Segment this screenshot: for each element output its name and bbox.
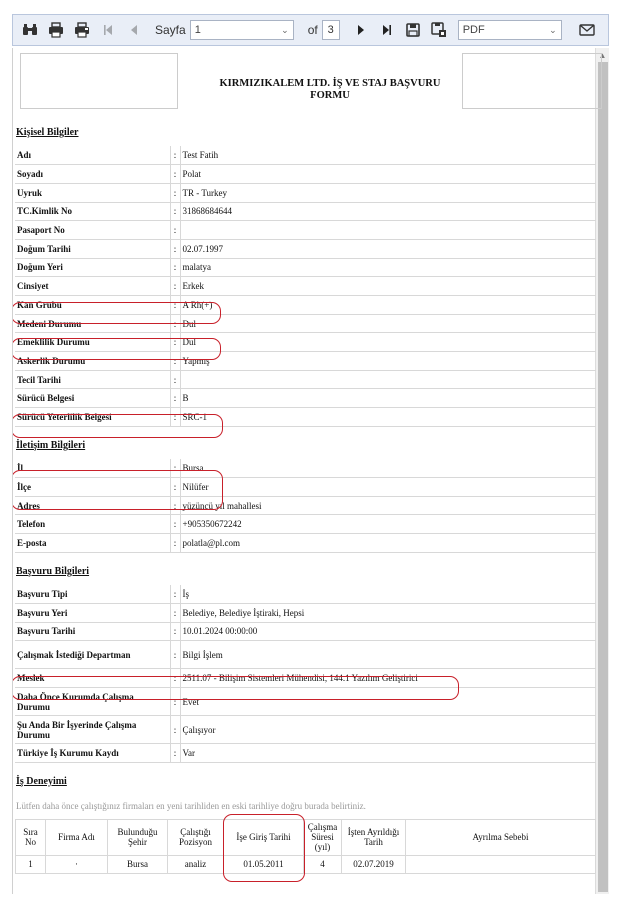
scroll-thumb[interactable]: [598, 62, 608, 892]
colon-separator: :: [170, 314, 180, 333]
personal-field-label: Uyruk: [15, 183, 170, 202]
logo-placeholder-left: [20, 53, 178, 109]
experience-table: [15, 819, 596, 874]
application-field-label: Daha Önce Kurumda Çalışma Durumu: [15, 688, 170, 716]
contact-field-value: Nilüfer: [180, 478, 596, 497]
personal-field-value: Test Fatih: [180, 146, 596, 165]
contact-field-label: İl: [15, 459, 170, 478]
application-field-label: Türkiye İş Kurumu Kaydı: [15, 744, 170, 763]
personal-field-label: Sürücü Yeterlilik Belgesi: [15, 408, 170, 427]
experience-column-header: Çalışma Süresi (yıl): [304, 819, 342, 855]
highlight-city-district: [12, 470, 223, 510]
experience-cell-start: 01.05.2011: [224, 855, 304, 873]
personal-field-value: Dul: [180, 314, 596, 333]
highlight-start-date: [223, 814, 305, 882]
colon-separator: :: [170, 478, 180, 497]
personal-info-table: [15, 146, 596, 427]
personal-field-row: [15, 221, 596, 240]
colon-separator: :: [170, 389, 180, 408]
experience-cell-city: Bursa: [108, 855, 168, 873]
page-number-select[interactable]: [190, 20, 294, 40]
section-personal-heading: Kişisel Bilgiler: [16, 127, 79, 138]
personal-field-label: Askerlik Durumu: [15, 352, 170, 371]
colon-separator: :: [170, 603, 180, 622]
personal-field-value: TR - Turkey: [180, 183, 596, 202]
personal-field-label: Adı: [15, 146, 170, 165]
personal-field-row: [15, 239, 596, 258]
application-field-value: Çalışıyor: [180, 716, 596, 744]
colon-separator: :: [170, 221, 180, 240]
personal-field-label: Doğum Tarihi: [15, 239, 170, 258]
experience-column-header: İşten Ayrıldığı Tarih: [342, 819, 406, 855]
application-field-row: [15, 622, 596, 641]
experience-cell-end: 02.07.2019: [342, 855, 406, 873]
application-field-value: İş: [180, 585, 596, 604]
colon-separator: :: [170, 239, 180, 258]
personal-field-value: [180, 370, 596, 389]
personal-field-value: A Rh(+): [180, 296, 596, 315]
application-field-label: Başvuru Yeri: [15, 603, 170, 622]
personal-field-value: Erkek: [180, 277, 596, 296]
contact-field-value: +905350672242: [180, 515, 596, 534]
personal-field-row: [15, 202, 596, 221]
report-toolbar: [12, 14, 609, 46]
personal-field-label: Emeklilik Durumu: [15, 333, 170, 352]
experience-column-header: Firma Adı: [46, 819, 108, 855]
personal-field-value: [180, 221, 596, 240]
contact-field-value: yüzüncü yıl mahallesi: [180, 496, 596, 515]
chevron-down-icon: ⌄: [281, 24, 289, 35]
experience-cell-duration: 4: [304, 855, 342, 873]
colon-separator: :: [170, 744, 180, 763]
personal-field-value: SRC-1: [180, 408, 596, 427]
application-field-row: [15, 585, 596, 604]
colon-separator: :: [170, 669, 180, 688]
personal-field-row: [15, 165, 596, 184]
personal-field-value: B: [180, 389, 596, 408]
highlight-blood-group: [12, 302, 221, 324]
experience-row: [16, 855, 596, 873]
total-pages: 3: [322, 20, 340, 40]
colon-separator: :: [170, 496, 180, 515]
colon-separator: :: [170, 459, 180, 478]
colon-separator: :: [170, 202, 180, 221]
personal-field-row: [15, 389, 596, 408]
contact-field-label: E-posta: [15, 534, 170, 553]
personal-field-row: [15, 183, 596, 202]
experience-column-header: Bulunduğu Şehir: [108, 819, 168, 855]
experience-note: Lütfen daha önce çalıştığınız firmaları en yeni tarihliden en eski tarihliye doğru burada belirtiniz.: [16, 800, 366, 811]
colon-separator: :: [170, 146, 180, 165]
application-field-label: Meslek: [15, 669, 170, 688]
personal-field-label: Kan Grubu: [15, 296, 170, 315]
colon-separator: :: [170, 352, 180, 371]
personal-field-value: Dul: [180, 333, 596, 352]
application-field-value: 10.01.2024 00:00:00: [180, 622, 596, 641]
personal-field-value: 02.07.1997: [180, 239, 596, 258]
colon-separator: :: [170, 534, 180, 553]
personal-field-value: 31868684644: [180, 202, 596, 221]
personal-field-label: Pasaport No: [15, 221, 170, 240]
vertical-scrollbar[interactable]: [595, 48, 609, 894]
first-page-icon[interactable]: [97, 19, 119, 41]
application-field-label: Şu Anda Bir İşyerinde Çalışma Durumu: [15, 716, 170, 744]
colon-separator: :: [170, 370, 180, 389]
application-field-label: Başvuru Tipi: [15, 585, 170, 604]
contact-field-value: Bursa: [180, 459, 596, 478]
experience-cell-reason: [406, 855, 596, 873]
page-number-value: 1: [194, 24, 201, 36]
personal-field-value: malatya: [180, 258, 596, 277]
print-icon[interactable]: [45, 19, 67, 41]
highlight-profession: [12, 676, 459, 700]
personal-field-row: [15, 258, 596, 277]
last-page-icon[interactable]: [376, 19, 398, 41]
contact-field-row: [15, 515, 596, 534]
application-field-value: Belediye, Belediye İştiraki, Hepsi: [180, 603, 596, 622]
personal-field-label: Sürücü Belgesi: [15, 389, 170, 408]
application-info-table: [15, 585, 596, 763]
section-experience-heading: İş Deneyimi: [16, 775, 67, 787]
personal-field-row: [15, 370, 596, 389]
contact-field-label: Adres: [15, 496, 170, 515]
colon-separator: :: [170, 622, 180, 641]
report-viewport: [12, 48, 609, 894]
colon-separator: :: [170, 165, 180, 184]
photo-placeholder-right: [462, 53, 602, 109]
application-field-value: Evet: [180, 688, 596, 716]
colon-separator: :: [170, 277, 180, 296]
contact-field-label: İlçe: [15, 478, 170, 497]
application-field-row: [15, 603, 596, 622]
colon-separator: :: [170, 641, 180, 669]
page-label: Sayfa: [155, 23, 186, 37]
colon-separator: :: [170, 408, 180, 427]
personal-field-label: Soyadı: [15, 165, 170, 184]
export-icon[interactable]: [428, 19, 450, 41]
colon-separator: :: [170, 688, 180, 716]
application-field-label: Başvuru Tarihi: [15, 622, 170, 641]
application-field-value: Var: [180, 744, 596, 763]
section-contact-heading: İletişim Bilgileri: [16, 439, 86, 451]
personal-field-row: [15, 277, 596, 296]
experience-column-header: Sıra No: [16, 819, 46, 855]
experience-cell-firm: ·: [46, 855, 108, 873]
personal-field-row: [15, 146, 596, 165]
application-field-row: [15, 744, 596, 763]
contact-field-label: Telefon: [15, 515, 170, 534]
scroll-up-arrow-icon[interactable]: ▲: [598, 50, 607, 60]
form-title: KIRMIZIKALEM LTD. İŞ VE STAJ BAŞVURU FORMU: [219, 78, 441, 101]
experience-column-header: Ayrılma Sebebi: [406, 819, 596, 855]
experience-cell-no: 1: [16, 855, 46, 873]
personal-field-label: TC.Kimlik No: [15, 202, 170, 221]
highlight-driver-qualification: [12, 414, 223, 438]
application-field-label: Çalışmak İstediği Departman: [15, 641, 170, 669]
highlight-retirement-status: [12, 338, 221, 360]
contact-field-row: [15, 534, 596, 553]
personal-field-value: Polat: [180, 165, 596, 184]
print-page-icon[interactable]: [71, 19, 93, 41]
application-field-value: 2511.07 - Bilişim Sistemleri Mühendisi, 144.1 Yazılım Geliştirici: [180, 669, 596, 688]
previous-page-icon[interactable]: [123, 19, 145, 41]
find-binoculars-icon[interactable]: [19, 19, 41, 41]
colon-separator: :: [170, 716, 180, 744]
experience-column-header: Çalıştığı Pozisyon: [168, 819, 224, 855]
email-icon[interactable]: [576, 19, 598, 41]
personal-field-label: Cinsiyet: [15, 277, 170, 296]
next-page-icon[interactable]: [350, 19, 372, 41]
colon-separator: :: [170, 515, 180, 534]
export-format-select[interactable]: [458, 20, 562, 40]
colon-separator: :: [170, 333, 180, 352]
colon-separator: :: [170, 258, 180, 277]
colon-separator: :: [170, 296, 180, 315]
form-header: [15, 48, 596, 120]
personal-field-label: Doğum Yeri: [15, 258, 170, 277]
application-field-value: Bilgi İşlem: [180, 641, 596, 669]
personal-field-label: Medeni Durumu: [15, 314, 170, 333]
personal-field-value: Yapmış: [180, 352, 596, 371]
report-document: [15, 48, 596, 874]
export-format-value: PDF: [462, 24, 485, 36]
save-icon[interactable]: [402, 19, 424, 41]
application-field-row: [15, 641, 596, 669]
colon-separator: :: [170, 585, 180, 604]
application-field-row: [15, 716, 596, 744]
contact-field-value: polatla@pl.com: [180, 534, 596, 553]
personal-field-label: Tecil Tarihi: [15, 370, 170, 389]
chevron-down-icon: ⌄: [549, 24, 557, 35]
section-application-heading: Başvuru Bilgileri: [16, 565, 90, 577]
experience-cell-position: analiz: [168, 855, 224, 873]
colon-separator: :: [170, 183, 180, 202]
of-label: of: [307, 23, 318, 37]
experience-column-header: İşe Giriş Tarihi: [224, 819, 304, 855]
